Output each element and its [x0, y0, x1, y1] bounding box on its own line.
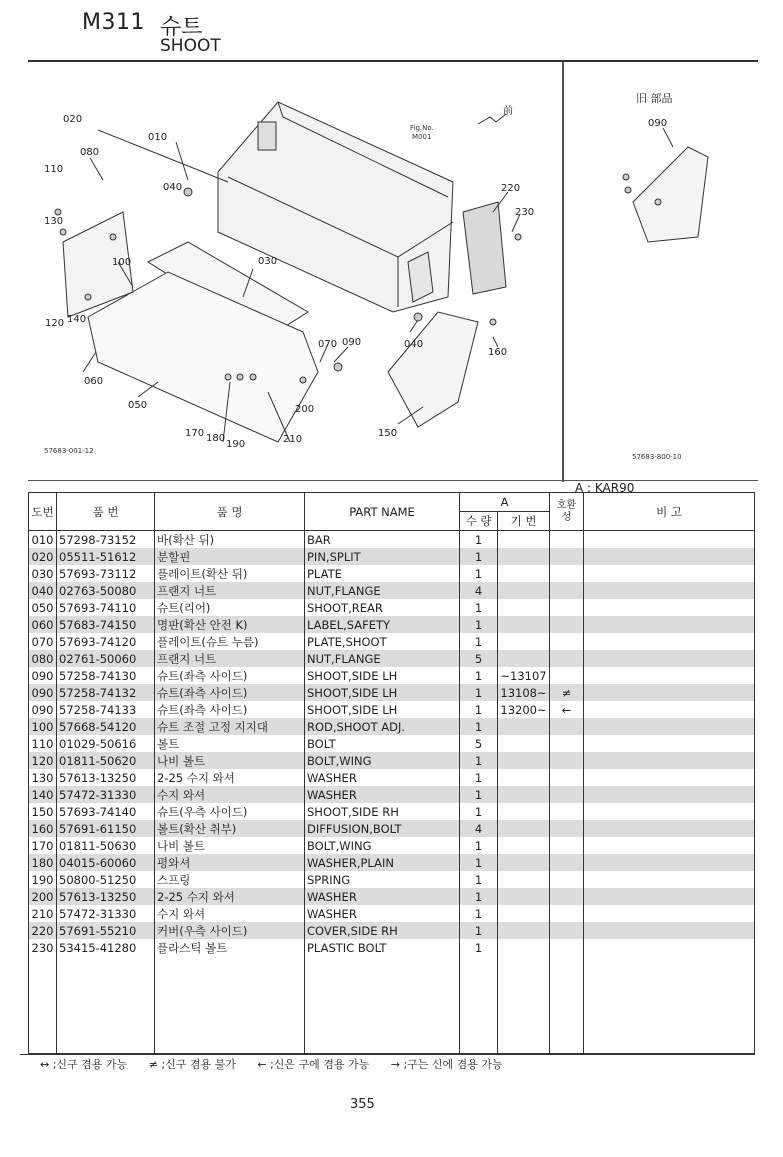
- row-compat: [550, 599, 584, 616]
- row-compat: [550, 582, 584, 599]
- callout-020: 020: [63, 114, 83, 125]
- filler-cell: [29, 956, 57, 1054]
- row-part-name: BOLT,WING: [305, 837, 460, 854]
- callout-070: 070: [318, 339, 338, 350]
- filler-cell: [155, 956, 305, 1054]
- row-part-name: WASHER,PLAIN: [305, 854, 460, 871]
- table-row: [29, 803, 755, 820]
- table-row: [29, 905, 755, 922]
- row-serial: 13200~: [498, 701, 550, 718]
- row-qty: 1: [460, 599, 498, 616]
- row-name-ko: 볼트: [155, 735, 305, 752]
- fig-no-label: Fig.No.: [410, 124, 434, 132]
- row-name-ko: 프랜지 너트: [155, 650, 305, 667]
- row-remarks: [584, 684, 755, 701]
- row-no: 030: [29, 565, 57, 582]
- legend-not-interchangeable: ≠ ;신구 겸용 불가: [148, 1058, 236, 1071]
- row-part-name: SHOOT,REAR: [305, 599, 460, 616]
- row-serial: [498, 769, 550, 786]
- row-remarks: [584, 667, 755, 684]
- row-part-no: 53415-41280: [57, 939, 155, 956]
- filler-cell: [460, 956, 498, 1054]
- row-qty: 1: [460, 922, 498, 939]
- row-part-name: WASHER: [305, 786, 460, 803]
- row-compat: [550, 820, 584, 837]
- row-qty: 1: [460, 871, 498, 888]
- row-part-name: PLATE,SHOOT: [305, 633, 460, 650]
- header-group-a: A: [460, 493, 550, 512]
- table-row: [29, 599, 755, 616]
- filler-cell: [498, 956, 550, 1054]
- row-no: 150: [29, 803, 57, 820]
- row-name-ko: 슈트(우측 사이드): [155, 803, 305, 820]
- row-name-ko: 수지 와셔: [155, 786, 305, 803]
- table-row: [29, 718, 755, 735]
- filler-cell: [57, 956, 155, 1054]
- table-row: [29, 786, 755, 803]
- row-part-no: 05511-51612: [57, 548, 155, 565]
- row-serial: [498, 922, 550, 939]
- parts-list-body: [29, 531, 755, 1054]
- row-remarks: [584, 820, 755, 837]
- row-part-name: SPRING: [305, 871, 460, 888]
- row-compat: [550, 735, 584, 752]
- row-no: 170: [29, 837, 57, 854]
- header-serial: 기 번: [498, 512, 550, 531]
- diagram-reference-right: 57683-800-10: [632, 453, 682, 461]
- front-direction-arrow-icon: [478, 114, 506, 124]
- row-part-name: DIFFUSION,BOLT: [305, 820, 460, 837]
- row-serial: [498, 735, 550, 752]
- row-no: 010: [29, 531, 57, 549]
- row-serial: [498, 786, 550, 803]
- table-row: [29, 667, 755, 684]
- row-remarks: [584, 854, 755, 871]
- row-qty: 1: [460, 905, 498, 922]
- row-serial: [498, 582, 550, 599]
- row-remarks: [584, 837, 755, 854]
- row-part-name: PLATE: [305, 565, 460, 582]
- row-serial: [498, 565, 550, 582]
- callout-040-a: 040: [163, 182, 183, 193]
- compatibility-legend: [40, 1056, 521, 1072]
- row-part-no: 57683-74150: [57, 616, 155, 633]
- row-remarks: [584, 939, 755, 956]
- section-title-korean: 슈트: [160, 15, 203, 40]
- row-name-ko: 슈트 조절 고정 지지대: [155, 718, 305, 735]
- row-remarks: [584, 769, 755, 786]
- filler-cell: [550, 956, 584, 1054]
- row-no: 090: [29, 684, 57, 701]
- row-no: 230: [29, 939, 57, 956]
- row-compat: [550, 905, 584, 922]
- row-compat: [550, 786, 584, 803]
- row-qty: 1: [460, 701, 498, 718]
- row-part-no: 57613-13250: [57, 769, 155, 786]
- row-qty: 1: [460, 667, 498, 684]
- row-part-name: SHOOT,SIDE LH: [305, 684, 460, 701]
- row-no: 040: [29, 582, 57, 599]
- row-name-ko: 플라스틱 볼트: [155, 939, 305, 956]
- row-part-no: 01029-50616: [57, 735, 155, 752]
- column-a-note: A : KAR90: [575, 481, 635, 495]
- row-compat: [550, 650, 584, 667]
- row-serial: [498, 599, 550, 616]
- row-remarks: [584, 565, 755, 582]
- callout-140: 140: [67, 314, 87, 325]
- legend-new-fits-old: ← ;신은 구에 겸용 가능: [257, 1058, 370, 1071]
- table-row: [29, 888, 755, 905]
- table-row: [29, 548, 755, 565]
- callout-160: 160: [488, 347, 508, 358]
- row-no: 190: [29, 871, 57, 888]
- row-part-name: WASHER: [305, 769, 460, 786]
- section-code: M311: [82, 10, 145, 35]
- row-name-ko: 2-25 수지 와셔: [155, 888, 305, 905]
- row-name-ko: 프랜지 너트: [155, 582, 305, 599]
- row-part-no: 02763-50080: [57, 582, 155, 599]
- old-parts-callout-090: 090: [648, 118, 668, 129]
- row-compat: [550, 939, 584, 956]
- row-part-no: 57472-31330: [57, 905, 155, 922]
- filler-cell: [584, 956, 755, 1054]
- row-name-ko: 바(확산 뒤): [155, 531, 305, 549]
- row-compat: [550, 871, 584, 888]
- table-row: [29, 650, 755, 667]
- header-no: 도번: [29, 493, 57, 531]
- row-remarks: [584, 922, 755, 939]
- callout-040-b: 040: [404, 339, 424, 350]
- row-part-name: NUT,FLANGE: [305, 582, 460, 599]
- row-part-name: SHOOT,SIDE LH: [305, 701, 460, 718]
- row-name-ko: 2-25 수지 와셔: [155, 769, 305, 786]
- row-part-name: PLASTIC BOLT: [305, 939, 460, 956]
- row-qty: 1: [460, 548, 498, 565]
- row-remarks: [584, 752, 755, 769]
- row-name-ko: 플레이트(슈트 누름): [155, 633, 305, 650]
- row-serial: [498, 837, 550, 854]
- row-remarks: [584, 735, 755, 752]
- row-name-ko: 슈트(리어): [155, 599, 305, 616]
- callout-220: 220: [501, 183, 521, 194]
- row-qty: 1: [460, 565, 498, 582]
- row-qty: 1: [460, 803, 498, 820]
- callout-190: 190: [226, 439, 246, 450]
- row-compat: [550, 752, 584, 769]
- row-no: 180: [29, 854, 57, 871]
- row-serial: [498, 752, 550, 769]
- row-part-no: 57691-55210: [57, 922, 155, 939]
- callout-120: 120: [45, 318, 65, 329]
- row-part-name: LABEL,SAFETY: [305, 616, 460, 633]
- row-part-name: WASHER: [305, 905, 460, 922]
- table-row: [29, 922, 755, 939]
- row-compat: [550, 837, 584, 854]
- table-row: [29, 939, 755, 956]
- row-part-name: WASHER: [305, 888, 460, 905]
- row-remarks: [584, 599, 755, 616]
- filler-cell: [305, 956, 460, 1054]
- table-row: [29, 837, 755, 854]
- row-part-name: BOLT,WING: [305, 752, 460, 769]
- table-row: [29, 871, 755, 888]
- callout-200: 200: [295, 404, 315, 415]
- row-part-name: COVER,SIDE RH: [305, 922, 460, 939]
- row-part-no: 57258-74132: [57, 684, 155, 701]
- row-part-name: BAR: [305, 531, 460, 549]
- row-part-name: NUT,FLANGE: [305, 650, 460, 667]
- row-compat: [550, 616, 584, 633]
- row-no: 090: [29, 701, 57, 718]
- callout-150: 150: [378, 428, 398, 439]
- diagram-bottom-divider: [28, 480, 758, 481]
- row-part-no: 02761-50060: [57, 650, 155, 667]
- callout-080: 090: [342, 337, 362, 348]
- row-no: 060: [29, 616, 57, 633]
- section-title-english: SHOOT: [160, 36, 221, 56]
- row-qty: 1: [460, 786, 498, 803]
- parts-list-table: [28, 492, 755, 1054]
- row-compat: [550, 565, 584, 582]
- header-remarks: 비 고: [584, 493, 755, 531]
- row-name-ko: 명판(확산 안전 K): [155, 616, 305, 633]
- header-compat: 호환성: [550, 493, 584, 531]
- table-row: [29, 582, 755, 599]
- row-name-ko: 스프링: [155, 871, 305, 888]
- row-name-ko: 분할핀: [155, 548, 305, 565]
- row-remarks: [584, 582, 755, 599]
- row-name-ko: 평와셔: [155, 854, 305, 871]
- table-row: [29, 735, 755, 752]
- row-qty: 1: [460, 939, 498, 956]
- row-compat: [550, 718, 584, 735]
- row-no: 220: [29, 922, 57, 939]
- row-compat: [550, 548, 584, 565]
- row-serial: [498, 905, 550, 922]
- table-row: [29, 701, 755, 718]
- legend-old-fits-new: → ;구는 신에 겸용 가능: [390, 1058, 503, 1071]
- callout-230: 230: [515, 207, 535, 218]
- row-qty: 1: [460, 684, 498, 701]
- row-remarks: [584, 871, 755, 888]
- table-row: [29, 616, 755, 633]
- table-row: [29, 633, 755, 650]
- callout-180: 180: [206, 433, 226, 444]
- row-part-no: 57693-74110: [57, 599, 155, 616]
- row-no: 140: [29, 786, 57, 803]
- row-remarks: [584, 888, 755, 905]
- row-part-no: 57693-73112: [57, 565, 155, 582]
- callout-030: 030: [258, 256, 278, 267]
- row-name-ko: 슈트(좌측 사이드): [155, 667, 305, 684]
- row-qty: 1: [460, 718, 498, 735]
- row-name-ko: 슈트(좌측 사이드): [155, 701, 305, 718]
- row-no: 020: [29, 548, 57, 565]
- legend-interchangeable: ↔ ;신구 겸용 가능: [40, 1058, 128, 1071]
- callout-100: 100: [112, 257, 132, 268]
- row-compat: [550, 667, 584, 684]
- row-no: 080: [29, 650, 57, 667]
- row-compat: [550, 803, 584, 820]
- callout-090: 080: [80, 147, 100, 158]
- row-compat: [550, 888, 584, 905]
- row-no: 210: [29, 905, 57, 922]
- row-name-ko: 커버(우측 사이드): [155, 922, 305, 939]
- header-name-ko: 품 명: [155, 493, 305, 531]
- row-no: 090: [29, 667, 57, 684]
- row-part-no: 01811-50630: [57, 837, 155, 854]
- diagram-reference-left: 57683-001-12: [44, 447, 94, 455]
- row-serial: 13108~: [498, 684, 550, 701]
- row-part-no: 57613-13250: [57, 888, 155, 905]
- row-part-no: 57691-61150: [57, 820, 155, 837]
- row-part-name: SHOOT,SIDE RH: [305, 803, 460, 820]
- row-part-no: 57258-74130: [57, 667, 155, 684]
- row-compat: [550, 854, 584, 871]
- row-serial: [498, 820, 550, 837]
- row-serial: [498, 548, 550, 565]
- callout-170: 170: [185, 428, 205, 439]
- row-remarks: [584, 650, 755, 667]
- row-qty: 1: [460, 888, 498, 905]
- row-part-no: 57258-74133: [57, 701, 155, 718]
- callout-010: 010: [148, 132, 168, 143]
- row-serial: [498, 939, 550, 956]
- row-qty: 1: [460, 616, 498, 633]
- row-qty: 4: [460, 582, 498, 599]
- table-row: [29, 565, 755, 582]
- table-row: [29, 820, 755, 837]
- row-part-no: 04015-60060: [57, 854, 155, 871]
- row-compat: [550, 922, 584, 939]
- row-serial: [498, 531, 550, 549]
- front-direction-label: 前: [503, 106, 513, 117]
- table-filler-row: [29, 956, 755, 1054]
- row-remarks: [584, 548, 755, 565]
- row-qty: 4: [460, 820, 498, 837]
- row-part-no: 01811-50620: [57, 752, 155, 769]
- row-name-ko: 플레이트(확산 뒤): [155, 565, 305, 582]
- table-row: [29, 531, 755, 549]
- table-row: [29, 769, 755, 786]
- callout-060: 060: [84, 376, 104, 387]
- header-part-no: 품 번: [57, 493, 155, 531]
- row-qty: 1: [460, 531, 498, 549]
- page-number: 355: [350, 1097, 375, 1112]
- old-parts-title: 旧 部品: [636, 92, 673, 105]
- row-compat: ≠: [550, 684, 584, 701]
- table-row: [29, 684, 755, 701]
- row-qty: 1: [460, 752, 498, 769]
- row-no: 130: [29, 769, 57, 786]
- row-serial: [498, 718, 550, 735]
- row-serial: [498, 871, 550, 888]
- table-row: [29, 752, 755, 769]
- callout-130: 130: [44, 216, 64, 227]
- row-no: 100: [29, 718, 57, 735]
- row-serial: [498, 888, 550, 905]
- row-qty: 5: [460, 650, 498, 667]
- row-part-no: 57693-74120: [57, 633, 155, 650]
- row-serial: [498, 803, 550, 820]
- row-qty: 1: [460, 633, 498, 650]
- row-no: 110: [29, 735, 57, 752]
- row-part-name: ROD,SHOOT ADJ.: [305, 718, 460, 735]
- row-part-name: BOLT: [305, 735, 460, 752]
- row-remarks: [584, 701, 755, 718]
- row-serial: [498, 633, 550, 650]
- header-qty: 수 량: [460, 512, 498, 531]
- row-remarks: [584, 718, 755, 735]
- row-qty: 1: [460, 837, 498, 854]
- row-qty: 1: [460, 854, 498, 871]
- row-part-name: SHOOT,SIDE LH: [305, 667, 460, 684]
- row-no: 120: [29, 752, 57, 769]
- row-compat: [550, 633, 584, 650]
- row-no: 200: [29, 888, 57, 905]
- row-remarks: [584, 786, 755, 803]
- row-remarks: [584, 531, 755, 549]
- row-part-name: PIN,SPLIT: [305, 548, 460, 565]
- row-serial: [498, 650, 550, 667]
- row-no: 050: [29, 599, 57, 616]
- row-part-no: 57693-74140: [57, 803, 155, 820]
- row-remarks: [584, 616, 755, 633]
- row-compat: ←: [550, 701, 584, 718]
- callout-050: 050: [128, 400, 148, 411]
- row-compat: [550, 769, 584, 786]
- row-no: 070: [29, 633, 57, 650]
- callout-210: 210: [283, 434, 303, 445]
- row-name-ko: 수지 와셔: [155, 905, 305, 922]
- row-compat: [550, 531, 584, 549]
- row-qty: 5: [460, 735, 498, 752]
- row-name-ko: 나비 볼트: [155, 752, 305, 769]
- row-serial: ~13107: [498, 667, 550, 684]
- row-qty: 1: [460, 769, 498, 786]
- row-name-ko: 슈트(좌측 사이드): [155, 684, 305, 701]
- row-part-no: 57298-73152: [57, 531, 155, 549]
- callout-110: 110: [44, 164, 64, 175]
- row-no: 160: [29, 820, 57, 837]
- row-serial: [498, 616, 550, 633]
- row-remarks: [584, 905, 755, 922]
- header-part-name: PART NAME: [305, 493, 460, 531]
- fig-no-value: M001: [412, 133, 432, 141]
- row-name-ko: 볼트(확산 취부): [155, 820, 305, 837]
- exploded-parts-diagram: [28, 62, 758, 480]
- row-part-no: 50800-51250: [57, 871, 155, 888]
- row-serial: [498, 854, 550, 871]
- table-row: [29, 854, 755, 871]
- row-name-ko: 나비 볼트: [155, 837, 305, 854]
- legend-divider: [20, 1054, 755, 1055]
- row-remarks: [584, 633, 755, 650]
- row-part-no: 57472-31330: [57, 786, 155, 803]
- row-part-no: 57668-54120: [57, 718, 155, 735]
- row-remarks: [584, 803, 755, 820]
